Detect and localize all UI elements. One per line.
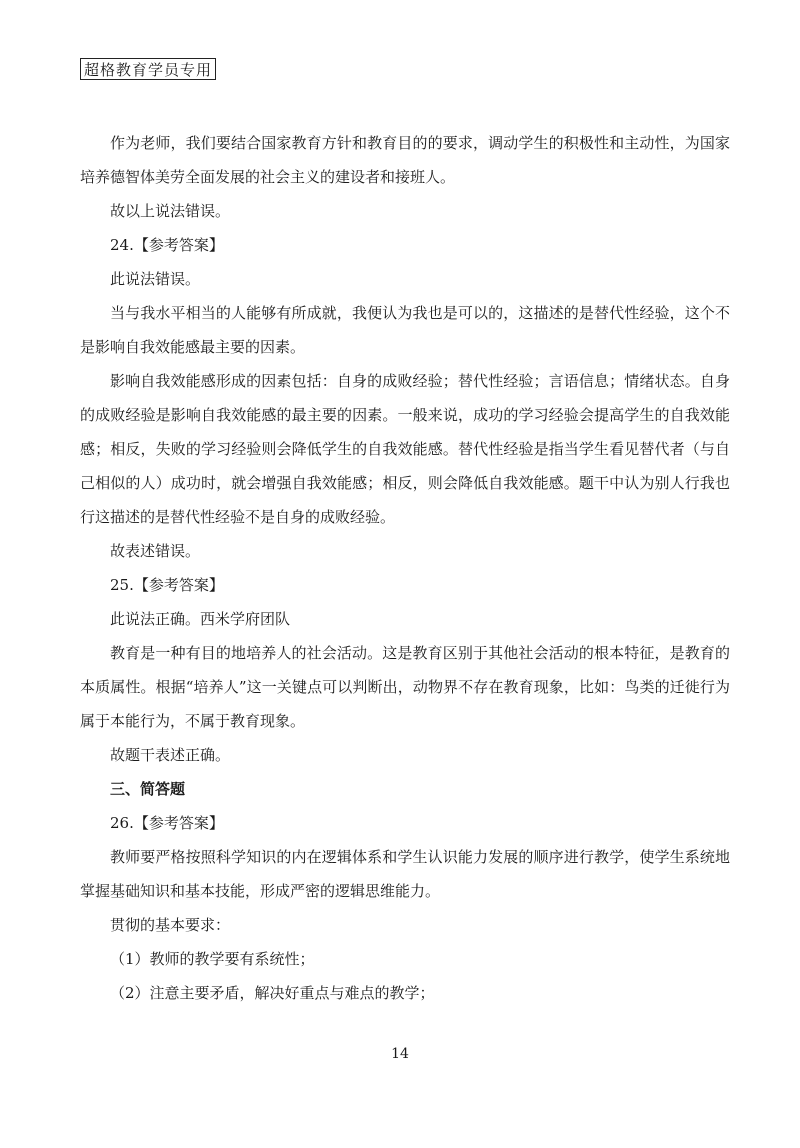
page-number: 14 [391,1046,409,1062]
answer-heading-25: 25.【参考答案】 [110,576,224,594]
paragraph-explanation-24b: 影响自我效能感形成的因素包括：自身的成败经验；替代性经验；言语信息；情绪状态。自身的成败经验是影响自我效能感的最主要的因素。一般来说，成功的学习经验会提高学生的自我效能感；相反，失败的学习经验则会降低学生的自我效能感。替代性经验是指当学生看见替代者（与自己相似的人）成功时，就会增强自我效能感；相反，则会降低自我效能感。题干中认为别人行我也行这描述的是替代性经验不是自身的成败经验。 [80,372,730,526]
document-body [80,126,730,1010]
paragraph-explanation-24a: 当与我水平相当的人能够有所成就，我便认为我也是可以的，这描述的是替代性经验，这个不是影响自我效能感最主要的因素。 [80,304,730,356]
paragraph-conclusion-24: 故表述错误。 [110,542,201,560]
section-heading-short-answer: 三、简答题 [110,780,186,798]
list-item-requirement-2: （2）注意主要矛盾，解决好重点与难点的教学； [110,984,435,1002]
paragraph-verdict-25: 此说法正确。西米学府团队 [110,610,291,628]
answer-heading-24: 24.【参考答案】 [110,236,224,254]
paragraph-explanation-25: 教育是一种有目的地培养人的社会活动。这是教育区别于其他社会活动的根本特征，是教育的本质属性。根据“培养人”这一关键点可以判断出，动物界不存在教育现象，比如：鸟类的迁徙行为属于本能行为，不属于教育现象。 [80,644,730,730]
paragraph-conclusion-23: 故以上说法错误。 [110,202,231,220]
list-item-requirement-1: （1）教师的教学要有系统性； [110,950,315,968]
paragraph-intro: 作为老师，我们要结合国家教育方针和教育目的的要求，调动学生的积极性和主动性，为国家培养德智体美劳全面发展的社会主义的建设者和接班人。 [80,134,730,186]
answer-heading-26: 26.【参考答案】 [110,814,224,832]
paragraph-conclusion-25: 故题干表述正确。 [110,746,231,764]
paragraph-verdict-24: 此说法错误。 [110,270,201,288]
header-stamp: 超格教育学员专用 [80,58,216,80]
paragraph-requirements-title: 贯彻的基本要求： [110,916,231,934]
paragraph-explanation-26: 教师要严格按照科学知识的内在逻辑体系和学生认识能力发展的顺序进行教学，使学生系统地掌握基础知识和基本技能，形成严密的逻辑思维能力。 [80,848,730,900]
